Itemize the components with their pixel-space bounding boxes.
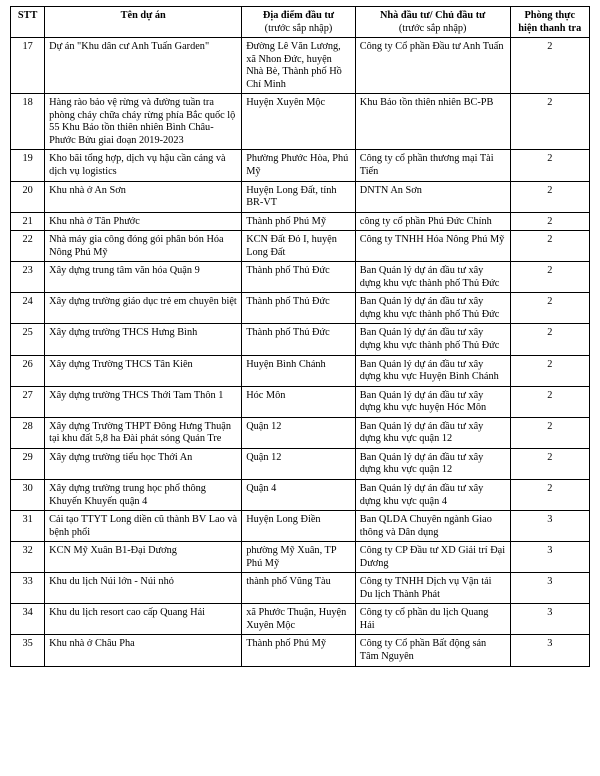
cell-location: thành phố Vũng Tàu — [242, 573, 356, 604]
cell-project-name: Xây dựng Trường THCS Tân Kiên — [45, 355, 242, 386]
cell-investor: Ban Quản lý dự án đầu tư xây dựng khu vực thành phố Thủ Đức — [355, 324, 510, 355]
cell-inspection-room: 3 — [510, 573, 589, 604]
cell-location: Quận 12 — [242, 417, 356, 448]
cell-location: Quận 4 — [242, 479, 356, 510]
cell-project-name: Khu du lịch Núi lớn - Núi nhỏ — [45, 573, 242, 604]
cell-investor: Công ty Cổ phần Đầu tư Anh Tuấn — [355, 38, 510, 94]
cell-stt: 33 — [11, 573, 45, 604]
cell-stt: 19 — [11, 150, 45, 181]
cell-location: Thành phố Thủ Đức — [242, 324, 356, 355]
cell-project-name: Khu du lịch resort cao cấp Quang Hải — [45, 604, 242, 635]
cell-investor: DNTN An Sơn — [355, 181, 510, 212]
cell-location: xã Phước Thuận, Huyện Xuyên Mộc — [242, 604, 356, 635]
table-row — [11, 94, 590, 150]
cell-project-name: Kho bãi tổng hợp, dịch vụ hậu cần cảng và dịch vụ logistics — [45, 150, 242, 181]
cell-location: Thành phố Phú Mỹ — [242, 212, 356, 231]
cell-investor: Công ty TNHH Dịch vụ Vận tải Du lịch Thành Phát — [355, 573, 510, 604]
table-row — [11, 635, 590, 666]
cell-stt: 23 — [11, 262, 45, 293]
table-row — [11, 417, 590, 448]
cell-inspection-room: 2 — [510, 355, 589, 386]
table-row — [11, 542, 590, 573]
cell-inspection-room: 3 — [510, 511, 589, 542]
cell-investor: Công ty CP Đầu tư XD Giải trí Đại Dương — [355, 542, 510, 573]
cell-location: Phường Phước Hòa, Phú Mỹ — [242, 150, 356, 181]
cell-inspection-room: 2 — [510, 181, 589, 212]
cell-investor: Ban Quản lý dự án đầu tư xây dựng khu vực Huyện Bình Chánh — [355, 355, 510, 386]
cell-stt: 24 — [11, 293, 45, 324]
cell-location: Huyện Long Điền — [242, 511, 356, 542]
cell-inspection-room: 2 — [510, 386, 589, 417]
column-header-project-name-label: Tên dự án — [120, 10, 166, 21]
cell-inspection-room: 2 — [510, 231, 589, 262]
cell-location: Huyện Long Đất, tỉnh BR-VT — [242, 181, 356, 212]
cell-inspection-room: 2 — [510, 417, 589, 448]
table-row — [11, 573, 590, 604]
cell-inspection-room: 2 — [510, 94, 589, 150]
table-row — [11, 604, 590, 635]
table-row — [11, 150, 590, 181]
cell-stt: 27 — [11, 386, 45, 417]
table-row — [11, 181, 590, 212]
cell-investor: Ban Quản lý dự án đầu tư xây dựng khu vực quận 12 — [355, 417, 510, 448]
cell-investor: Công ty cổ phần thương mại Tài Tiến — [355, 150, 510, 181]
table-header-row — [11, 7, 590, 38]
cell-location: phường Mỹ Xuân, TP Phú Mỹ — [242, 542, 356, 573]
cell-investor: Ban Quản lý dự án đầu tư xây dựng khu vực huyện Hóc Môn — [355, 386, 510, 417]
cell-stt: 31 — [11, 511, 45, 542]
cell-investor: Công ty TNHH Hóa Nông Phú Mỹ — [355, 231, 510, 262]
column-header-stt-label: STT — [17, 10, 38, 21]
cell-project-name: Xây dựng trường THCS Thới Tam Thôn 1 — [45, 386, 242, 417]
cell-location: Thành phố Thủ Đức — [242, 262, 356, 293]
cell-investor: Khu Bảo tồn thiên nhiên BC-PB — [355, 94, 510, 150]
cell-stt: 34 — [11, 604, 45, 635]
table-row — [11, 511, 590, 542]
cell-stt: 35 — [11, 635, 45, 666]
cell-stt: 26 — [11, 355, 45, 386]
table-row — [11, 324, 590, 355]
column-header-inspection-room — [510, 7, 589, 38]
cell-stt: 22 — [11, 231, 45, 262]
cell-stt: 21 — [11, 212, 45, 231]
cell-stt: 25 — [11, 324, 45, 355]
cell-project-name: Dự án "Khu dân cư Anh Tuấn Garden" — [45, 38, 242, 94]
cell-location: Đường Lê Văn Lương, xã Nhon Đức, huyện Nhà Bè, Thành phố Hồ Chí Minh — [242, 38, 356, 94]
cell-inspection-room: 2 — [510, 150, 589, 181]
column-header-investor-sublabel: (trước sắp nhập) — [398, 22, 467, 34]
cell-inspection-room: 3 — [510, 542, 589, 573]
cell-investor: Ban Quản lý dự án đầu tư xây dựng khu vực quận 4 — [355, 479, 510, 510]
cell-investor: Ban Quản lý dự án đầu tư xây dựng khu vực thành phố Thủ Đức — [355, 293, 510, 324]
table-row — [11, 38, 590, 94]
table-row — [11, 212, 590, 231]
cell-location: Huyện Bình Chánh — [242, 355, 356, 386]
column-header-inspection-room-label: Phòng thực hiện thanh tra — [518, 10, 582, 34]
cell-stt: 18 — [11, 94, 45, 150]
cell-stt: 17 — [11, 38, 45, 94]
column-header-project-name — [45, 7, 242, 38]
cell-project-name: Cải tạo TTYT Long diền cũ thành BV Lao và bệnh phổi — [45, 511, 242, 542]
cell-project-name: Xây dựng Trường THPT Đông Hưng Thuận tại khu đất 5,8 ha Đài phát sóng Quán Tre — [45, 417, 242, 448]
table-body — [11, 38, 590, 666]
projects-table — [10, 6, 590, 667]
table-row — [11, 448, 590, 479]
table-row — [11, 231, 590, 262]
cell-inspection-room: 2 — [510, 324, 589, 355]
cell-project-name: Hàng rào bảo vệ rừng và đường tuần tra phòng cháy chữa cháy rừng phía Bắc quốc lộ 55 Khu Bảo tồn thiên nhiên Bình Châu-Phước Bửu giai đoạn 2019-2023 — [45, 94, 242, 150]
cell-stt: 30 — [11, 479, 45, 510]
cell-investor: Ban Quản lý dự án đầu tư xây dựng khu vực thành phố Thủ Đức — [355, 262, 510, 293]
cell-project-name: Xây dựng trường tiểu học Thới An — [45, 448, 242, 479]
column-header-investor-label: Nhà đầu tư/ Chủ đầu tư — [379, 10, 486, 21]
cell-inspection-room: 2 — [510, 293, 589, 324]
column-header-stt — [11, 7, 45, 38]
table-row — [11, 262, 590, 293]
cell-project-name: KCN Mỹ Xuân B1-Đại Dương — [45, 542, 242, 573]
cell-investor: Công ty cổ phần du lịch Quang Hải — [355, 604, 510, 635]
cell-investor: Ban QLDA Chuyên ngành Giao thông và Dân dụng — [355, 511, 510, 542]
table-header — [11, 7, 590, 38]
cell-inspection-room: 2 — [510, 38, 589, 94]
cell-location: KCN Đất Đỏ I, huyện Long Đất — [242, 231, 356, 262]
table-row — [11, 479, 590, 510]
cell-inspection-room: 2 — [510, 212, 589, 231]
cell-location: Hóc Môn — [242, 386, 356, 417]
cell-project-name: Xây dựng trường trung học phổ thông Khuyến Khuyến quận 4 — [45, 479, 242, 510]
cell-stt: 32 — [11, 542, 45, 573]
column-header-investor — [355, 7, 510, 38]
table-row — [11, 386, 590, 417]
cell-location: Thành phố Thủ Đức — [242, 293, 356, 324]
cell-project-name: Xây dựng trung tâm văn hóa Quận 9 — [45, 262, 242, 293]
cell-stt: 20 — [11, 181, 45, 212]
table-row — [11, 355, 590, 386]
cell-inspection-room: 3 — [510, 604, 589, 635]
cell-investor: Công ty Cổ phần Bất động sản Tâm Nguyên — [355, 635, 510, 666]
cell-project-name: Xây dựng trường giáo dục trẻ em chuyên biệt — [45, 293, 242, 324]
cell-investor: công ty cổ phần Phú Đức Chính — [355, 212, 510, 231]
column-header-location-sublabel: (trước sắp nhập) — [264, 22, 333, 34]
cell-investor: Ban Quản lý dự án đầu tư xây dựng khu vực quận 12 — [355, 448, 510, 479]
cell-inspection-room: 3 — [510, 635, 589, 666]
cell-project-name: Khu nhà ở Châu Pha — [45, 635, 242, 666]
cell-project-name: Khu nhà ở An Sơn — [45, 181, 242, 212]
cell-project-name: Nhà máy gia công đóng gói phân bón Hóa Nông Phú Mỹ — [45, 231, 242, 262]
cell-stt: 28 — [11, 417, 45, 448]
cell-stt: 29 — [11, 448, 45, 479]
cell-project-name: Xây dựng trường THCS Hưng Bình — [45, 324, 242, 355]
cell-location: Huyện Xuyên Mộc — [242, 94, 356, 150]
cell-location: Thành phố Phú Mỹ — [242, 635, 356, 666]
cell-inspection-room: 2 — [510, 262, 589, 293]
column-header-location — [242, 7, 356, 38]
cell-inspection-room: 2 — [510, 448, 589, 479]
cell-inspection-room: 2 — [510, 479, 589, 510]
cell-location: Quận 12 — [242, 448, 356, 479]
column-header-location-label: Địa điểm đầu tư — [262, 10, 335, 21]
cell-project-name: Khu nhà ở Tân Phước — [45, 212, 242, 231]
table-row — [11, 293, 590, 324]
